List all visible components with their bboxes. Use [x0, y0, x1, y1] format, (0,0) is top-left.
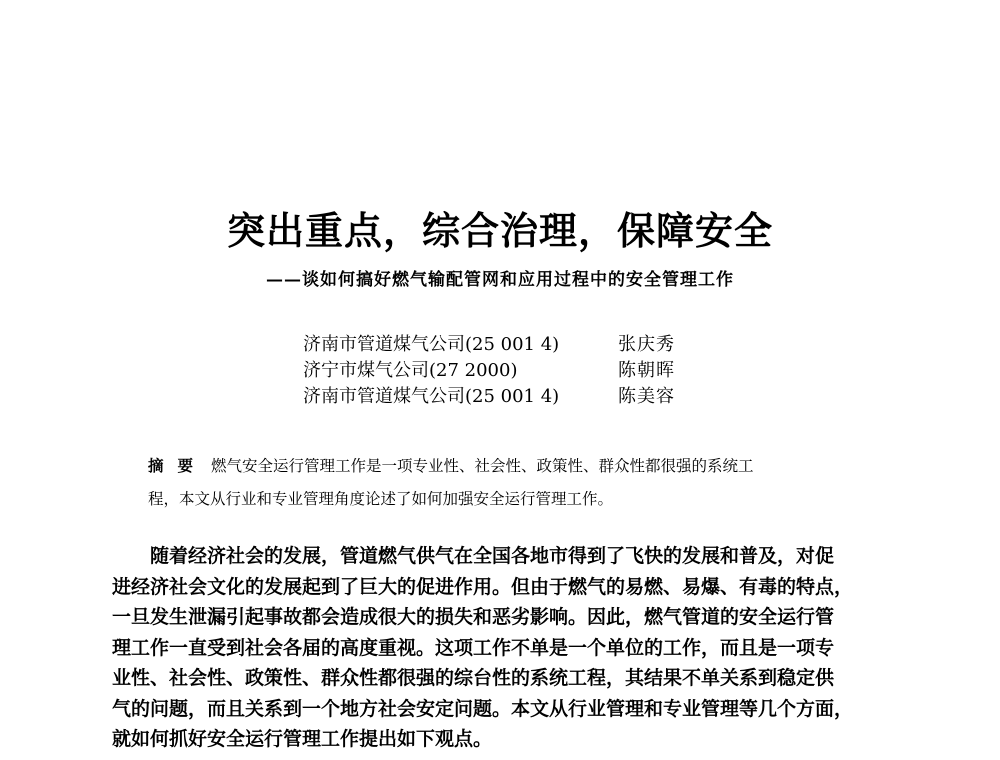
abstract-label: 摘要 [148, 457, 208, 475]
author-block [303, 332, 723, 410]
author-affiliation: 济南市管道煤气公司(25 001 4) [303, 334, 560, 355]
body-line: 业性、社会性、政策性、群众性都很强的综台性的系统工程，其结果不单关系到稳定供 [112, 667, 835, 689]
body-line: 随着经济社会的发展，管道燃气供气在全国各地市得到了飞快的发展和普及，对促 [150, 545, 835, 567]
body-line: 就如何抓好安全运行管理工作提出如下观点。 [112, 728, 493, 750]
paper-title: 突出重点，综合治理，保障安全 [226, 208, 773, 253]
paper-subtitle: ——谈如何搞好燃气输配管网和应用过程中的安全管理工作 [266, 270, 734, 290]
body-line: 理工作一直受到社会各届的高度重视。这项工作不单是一个单位的工作，而且是一项专 [112, 636, 835, 659]
author-affiliation: 济宁市煤气公司(27 2000) [303, 360, 518, 381]
abstract [148, 450, 848, 516]
body-line: 一旦发生泄漏引起事故都会造成很大的损失和恶劣影响。因此，燃气管道的安全运行管 [112, 606, 835, 628]
abstract-line [148, 450, 848, 483]
abstract-text: 燃气安全运行管理工作是一项专业性、社会性、政策性、群众性都很强的系统工 [211, 457, 754, 475]
abstract-line: 程，本文从行业和专业管理角度论述了如何加强安全运行管理工作。 [148, 490, 614, 508]
author-name: 陈美容 [618, 386, 675, 407]
body-line: 进经济社会文化的发展起到了巨大的促进作用。但由于燃气的易燃、易爆、有毒的特点， [112, 575, 854, 598]
body-line: 气的问题，而且关系到一个地方社会安定问题。本文从行业管理和专业管理等几个方面， [112, 697, 854, 720]
author-name: 张庆秀 [618, 334, 675, 355]
author-name: 陈朝晖 [618, 360, 675, 381]
author-row [303, 332, 723, 358]
author-row [303, 384, 723, 410]
author-affiliation: 济南市管道煤气公司(25 001 4) [303, 386, 560, 407]
body-paragraph [112, 541, 887, 755]
author-row [303, 358, 723, 384]
